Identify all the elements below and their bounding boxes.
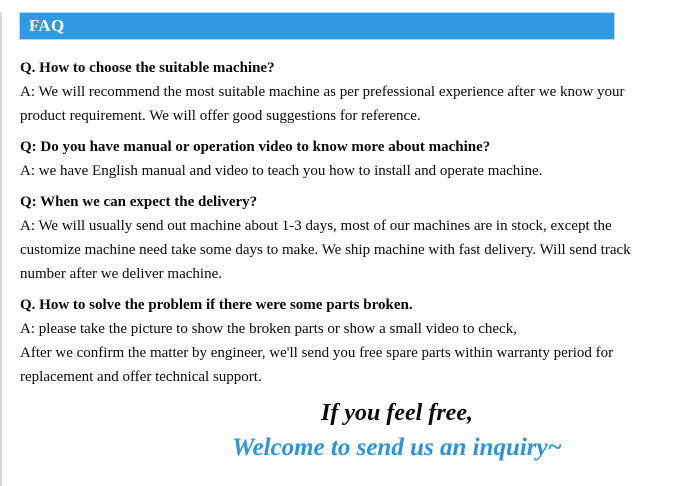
- faq-answer-line: customize machine need take some days to make. We ship machine with fast delivery. Will send track: [20, 242, 631, 258]
- callout-line-1: If you feel free,: [321, 400, 473, 426]
- faq-answer-line: A: please take the picture to show the broken parts or show a small video to check,: [20, 321, 517, 337]
- faq-answer-line: replacement and offer technical support.: [20, 369, 262, 385]
- faq-answer-line: product requirement. We will offer good suggestions for reference.: [20, 108, 421, 124]
- faq-header-title: FAQ: [29, 16, 65, 35]
- faq-item: [20, 190, 670, 286]
- faq-answer-line: A: we have English manual and video to teach you how to install and operate machine.: [20, 163, 543, 179]
- inquiry-callout: [2, 399, 680, 463]
- faq-question: Q: Do you have manual or operation video to know more about machine?: [20, 139, 491, 155]
- faq-answer-line: After we confirm the matter by engineer, we'll send you free spare parts within warranty period for: [20, 345, 614, 361]
- faq-question: Q. How to choose the suitable machine?: [20, 60, 275, 76]
- faq-answer-line: A: We will recommend the most suitable machine as per prefessional experience after we know your: [20, 84, 625, 100]
- faq-answer-line: A: We will usually send out machine about 1-3 days, most of our machines are in stock, except the: [20, 218, 612, 234]
- faq-question: Q. How to solve the problem if there were some parts broken.: [20, 297, 413, 313]
- faq-item: [20, 135, 670, 183]
- faq-item: [20, 56, 670, 128]
- faq-list: [2, 40, 680, 389]
- faq-item: [20, 293, 670, 389]
- callout-line-2: Welcome to send us an inquiry~: [232, 434, 562, 461]
- faq-answer-line: number after we deliver machine.: [20, 266, 222, 282]
- faq-section-header: [19, 12, 615, 40]
- faq-question: Q: When we can expect the delivery?: [20, 194, 258, 210]
